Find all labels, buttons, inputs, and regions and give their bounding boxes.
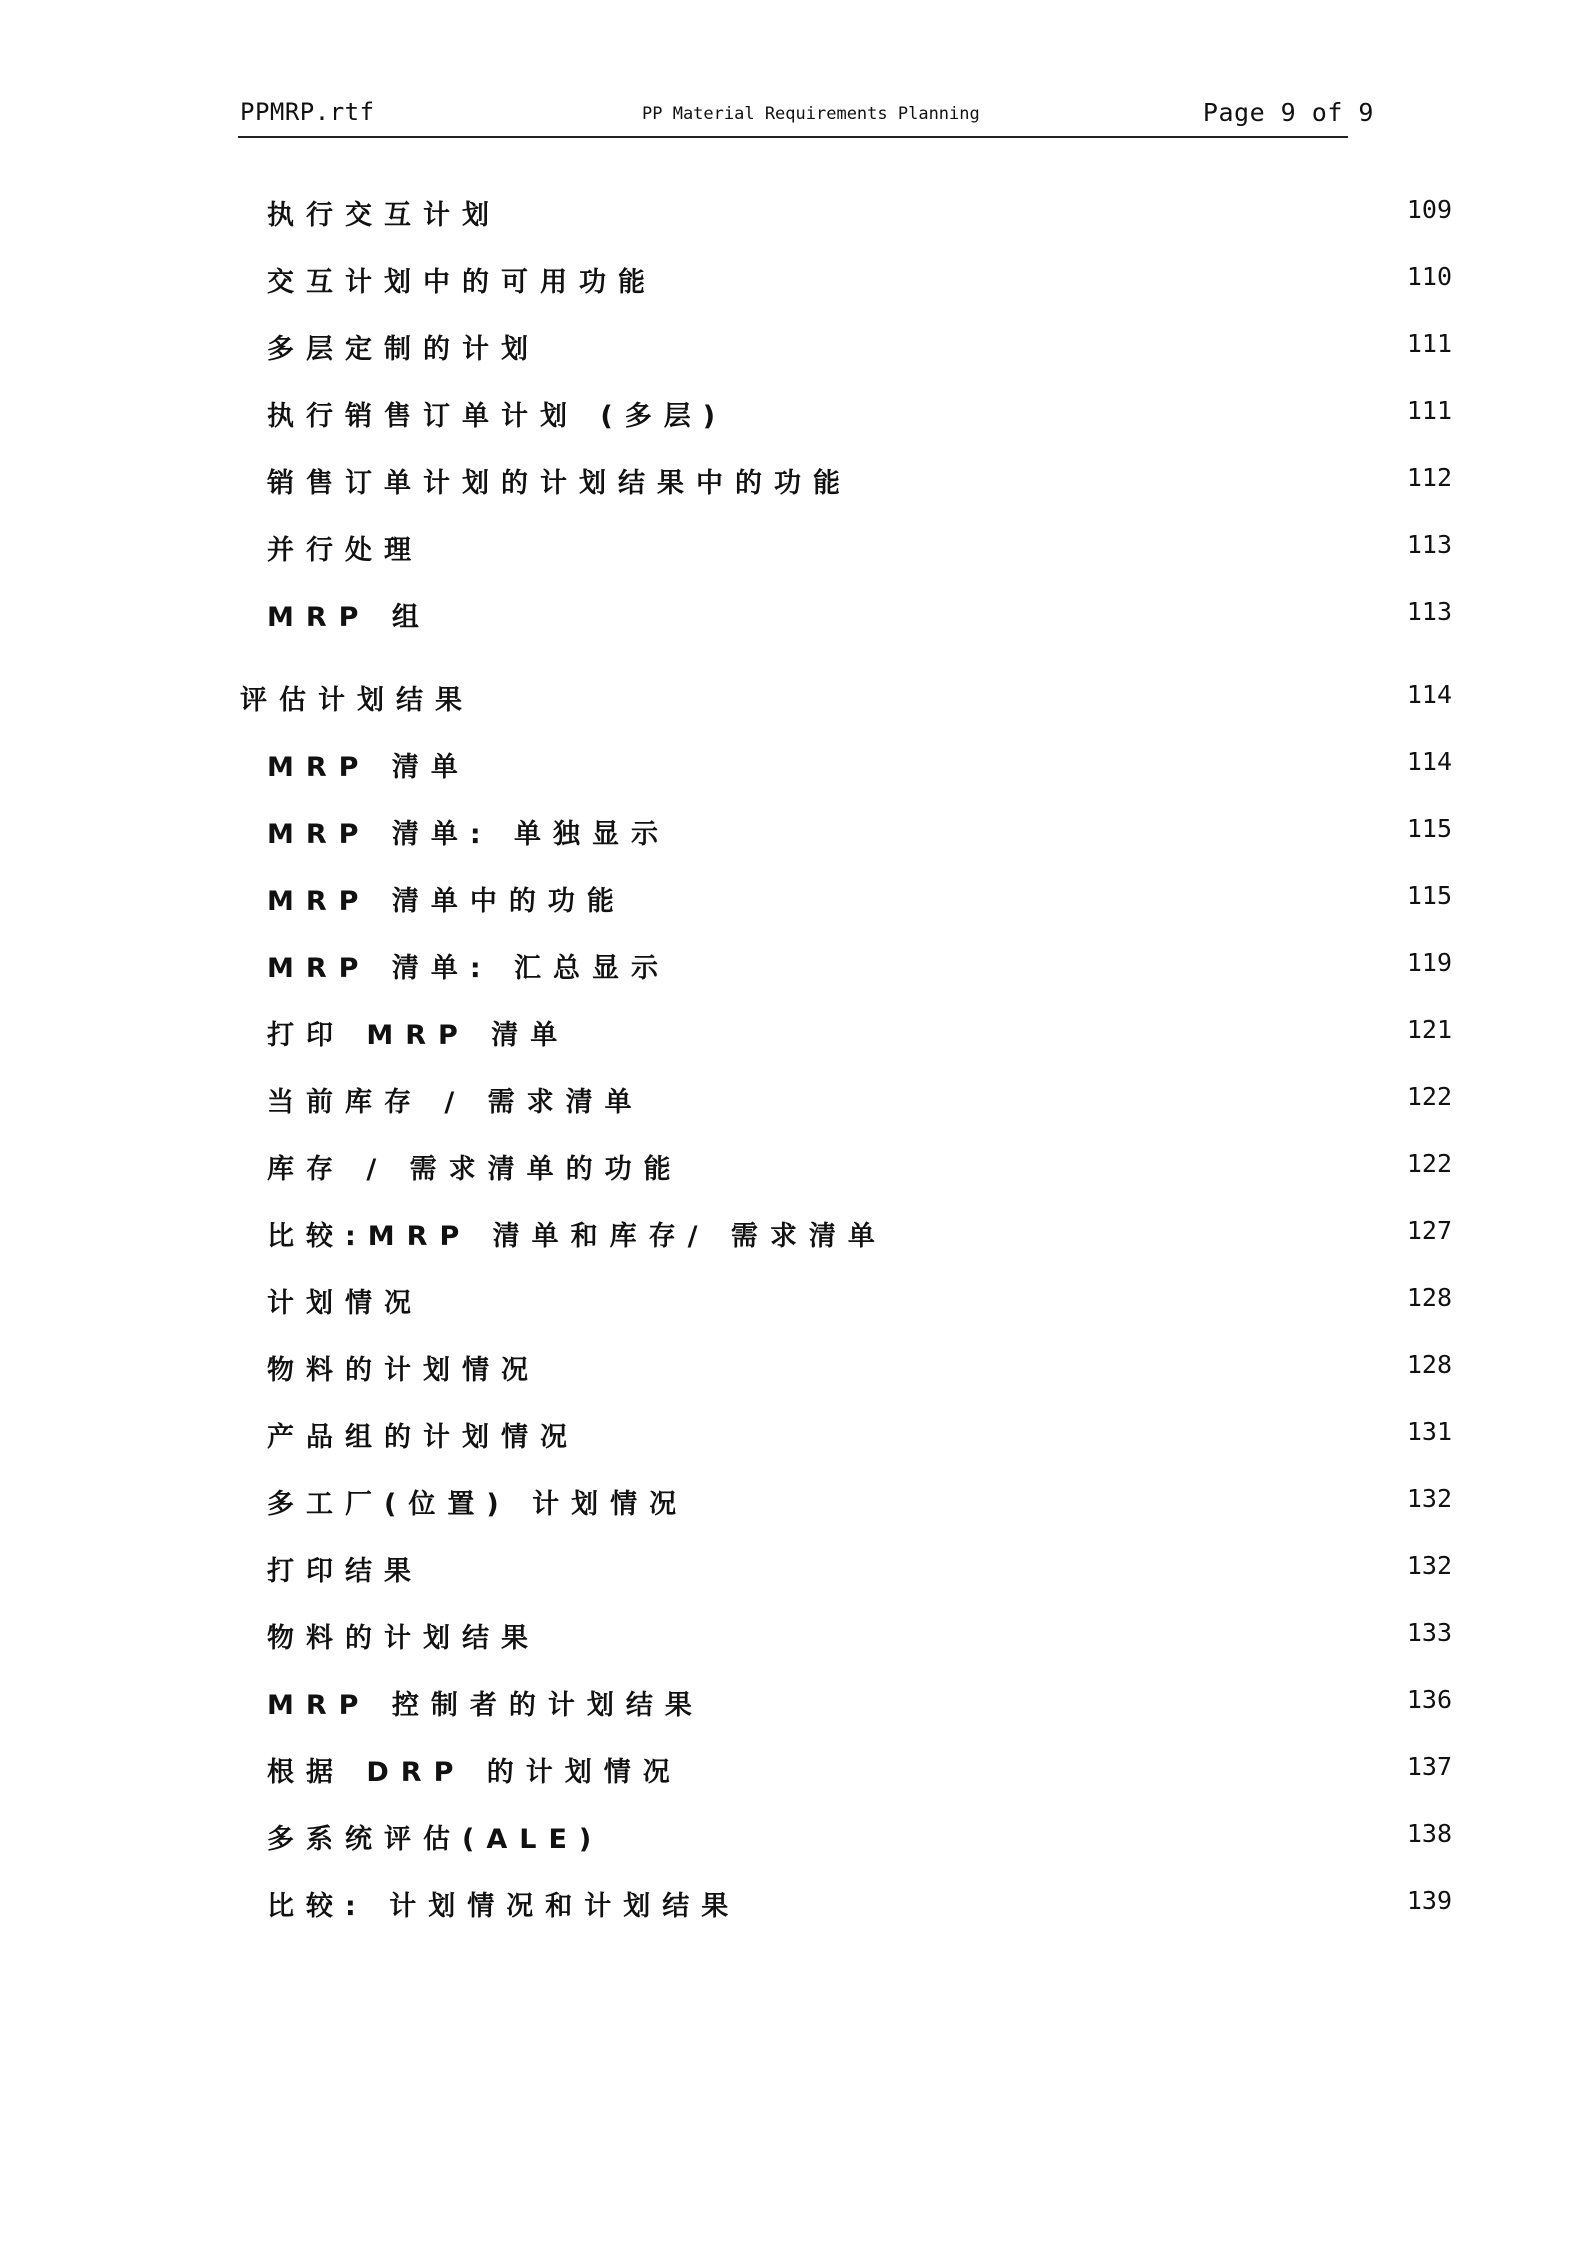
toc-entry-page: 133 [1406,1618,1452,1647]
toc-entry [0,461,1585,511]
toc-entry-title: 库存 / 需求清单的功能 [267,1154,683,1185]
toc-entry-page: 109 [1406,195,1452,224]
toc-entry [0,327,1585,377]
toc-entry-page: 114 [1406,747,1452,776]
toc-entry-title: 多系统评估(ALE) [267,1824,604,1855]
toc-entry-title: 根据 DRP 的计划情况 [267,1757,682,1788]
toc-entry-page: 115 [1406,881,1452,910]
toc-entry-page: 132 [1406,1551,1452,1580]
toc-entry-title: 比较: 计划情况和计划结果 [267,1891,741,1922]
toc-entry [0,1281,1585,1331]
toc-entry-page: 136 [1406,1685,1452,1714]
toc-entry-title: MRP 控制者的计划结果 [267,1690,704,1721]
toc-entry-title: 打印 MRP 清单 [267,1020,570,1051]
toc-entry-page: 119 [1406,948,1452,977]
toc-entry [0,1080,1585,1130]
toc-entry [0,812,1585,862]
toc-entry [0,1348,1585,1398]
toc-entry-page: 113 [1406,530,1452,559]
toc-entry-page: 137 [1406,1752,1452,1781]
toc-entry-title: 打印结果 [267,1556,423,1587]
toc-entry [0,1214,1585,1264]
header-filename: PPMRP.rtf [240,98,375,126]
toc-entry-title: 交互计划中的可用功能 [267,267,657,298]
toc-entry-page: 121 [1406,1015,1452,1044]
toc-entry [0,1549,1585,1599]
toc-entry-page: 114 [1406,680,1452,709]
toc-entry [0,1884,1585,1934]
toc-entry-page: 122 [1406,1149,1452,1178]
toc-entry-page: 115 [1406,814,1452,843]
toc-entry-title: 物料的计划结果 [267,1623,540,1654]
toc-entry [0,1616,1585,1666]
toc-entry-page: 138 [1406,1819,1452,1848]
toc-entry [0,1482,1585,1532]
header-document-title: PP Material Requirements Planning [642,104,980,124]
toc-entry [0,1415,1585,1465]
toc-entry-page: 113 [1406,597,1452,626]
toc-entry [0,1013,1585,1063]
toc-entry-page: 122 [1406,1082,1452,1111]
toc-entry-title: 物料的计划情况 [267,1355,540,1386]
toc-entry [0,879,1585,929]
toc-entry-title: MRP 清单: 汇总显示 [267,953,671,984]
toc-entry-page: 132 [1406,1484,1452,1513]
toc-entry-title: 当前库存 / 需求清单 [267,1087,644,1118]
toc-entry-page: 110 [1406,262,1452,291]
toc-entry-title: 多层定制的计划 [267,334,540,365]
toc-entry-page: 112 [1406,463,1452,492]
toc-section-heading [0,678,1585,728]
toc-entry-title: 多工厂(位置) 计划情况 [267,1489,689,1520]
toc-entry [0,1683,1585,1733]
toc-entry [0,946,1585,996]
toc-entry [0,595,1585,645]
toc-entry-title: 计划情况 [267,1288,423,1319]
toc-entry-title: 评估计划结果 [240,685,474,716]
toc-entry-page: 111 [1406,396,1452,425]
toc-entry-title: 产品组的计划情况 [267,1422,579,1453]
toc-entry [0,260,1585,310]
toc-entry-page: 127 [1406,1216,1452,1245]
toc-entry [0,528,1585,578]
page-header [238,96,1374,138]
toc-entry-title: MRP 清单 [267,752,470,783]
toc-entry-page: 111 [1406,329,1452,358]
toc-entry-title: MRP 组 [267,602,431,633]
toc-entry-page: 131 [1406,1417,1452,1446]
toc-entry-title: MRP 清单中的功能 [267,886,626,917]
toc-entry [0,1147,1585,1197]
toc-entry-title: 比较:MRP 清单和库存/ 需求清单 [267,1221,887,1252]
toc-entry [0,193,1585,243]
toc-entry-title: 执行交互计划 [267,200,501,231]
toc-entry-title: 销售订单计划的计划结果中的功能 [267,468,852,499]
toc-entry [0,745,1585,795]
toc-entry-page: 128 [1406,1350,1452,1379]
toc-entry-title: 执行销售订单计划 (多层) [267,401,728,432]
header-page-label: Page 9 of 9 [1202,98,1374,127]
toc-entry-page: 139 [1406,1886,1452,1915]
toc-entry [0,394,1585,444]
toc-entry [0,1750,1585,1800]
toc-entry-page: 128 [1406,1283,1452,1312]
toc-entry [0,1817,1585,1867]
toc-entry-title: MRP 清单: 单独显示 [267,819,671,850]
toc-entry-title: 并行处理 [267,535,423,566]
